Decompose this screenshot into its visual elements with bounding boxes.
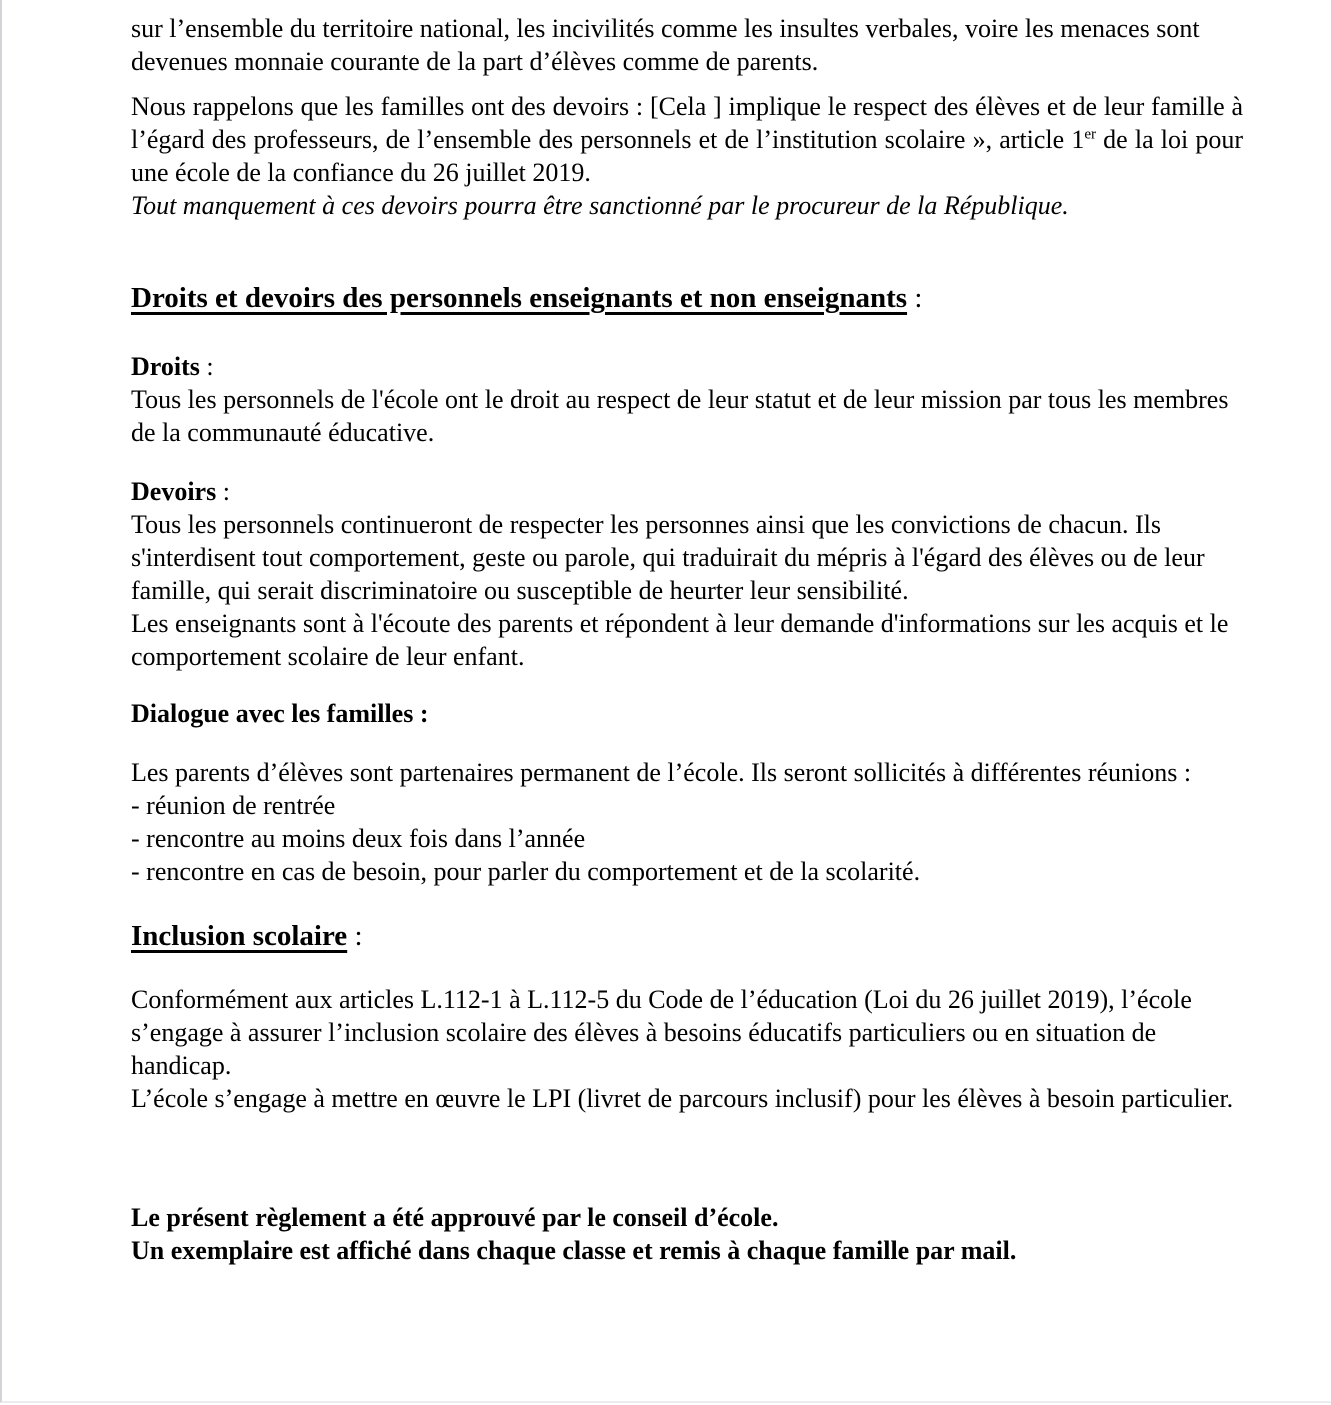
section-heading-personnels [131,280,1243,317]
intro-paragraph-incivilites: sur l’ensemble du territoire national, les incivilités comme les insultes verbales, voire les menaces sont devenues monnaie courante de la part d’élèves comme de parents. [131,14,1200,76]
approval-footer [131,1201,1243,1267]
subheading-devoirs-label: Devoirs [131,477,217,506]
paragraph-dialogue-intro: Les parents d’élèves sont partenaires permanent de l’école. Ils seront sollicités à différentes réunions : [131,758,1192,787]
section-heading-personnels-label: Droits et devoirs des personnels enseignants et non enseignants [131,282,908,314]
subheading-droits [131,350,1243,383]
section-heading-inclusion [131,918,1243,955]
paragraph-droits: Tous les personnels de l'école ont le droit au respect de leur statut et de leur mission par tous les membres de la communauté éducative. [131,385,1229,447]
subheading-droits-colon: : [199,352,214,381]
paragraph-devoirs-2: Les enseignants sont à l'écoute des parents et répondent à leur demande d'informations sur les acquis et le comportement scolaire de leur enfant. [131,609,1229,671]
paragraph-devoirs-familles-suite: de la loi pour une école de la confiance du 26 juillet 2019. [131,125,1243,187]
section-heading-personnels-colon: : [907,282,923,314]
dialogue-reunions-list [131,789,1243,888]
paragraph-devoirs-familles [131,90,1243,189]
list-item-rencontre-deux-fois: - rencontre au moins deux fois dans l’année [131,824,586,853]
list-item-rencontre-besoin: - rencontre en cas de besoin, pour parler du comportement et de la scolarité. [131,857,921,886]
footer-approval-line: Le présent règlement a été approuvé par le conseil d’école. [131,1203,779,1232]
paragraph-devoirs-familles-text: Nous rappelons que les familles ont des devoirs : [Cela ] implique le respect des élèves et de leur famille à l’égard des professeurs, de l’ensemble des personnels et de l’institution scolaire », article 1 [131,92,1243,154]
footer-distribution-line: Un exemplaire est affiché dans chaque classe et remis à chaque famille par mail. [131,1236,1017,1265]
paragraph-devoirs-1: Tous les personnels continueront de respecter les personnes ainsi que les convictions de chacun. Ils s'interdisent tout comportement, geste ou parole, qui traduirait du mépris à l'égard des élèves ou de leur famille, qui serait discriminatoire ou susceptible de heurter leur sensibilité. [131,510,1205,605]
subheading-droits-label: Droits [131,352,200,381]
superscript-er: er [1084,126,1097,143]
legal-note-italic: Tout manquement à ces devoirs pourra être sanctionné par le procureur de la République. [131,191,1069,220]
paragraph-inclusion-2: L’école s’engage à mettre en œuvre le LPI (livret de parcours inclusif) pour les élèves à besoin particulier. [131,1084,1234,1113]
subheading-devoirs [131,475,1243,508]
section-heading-inclusion-label: Inclusion scolaire [131,920,348,952]
paragraph-inclusion-1: Conformément aux articles L.112-1 à L.112-5 du Code de l’éducation (Loi du 26 juillet 2019), l’école s’engage à assurer l’inclusion scolaire des élèves à besoins éducatifs particuliers ou en situation de handicap. [131,985,1192,1080]
list-item-reunion-rentree: - réunion de rentrée [131,791,336,820]
subheading-devoirs-colon: : [216,477,230,506]
section-heading-inclusion-colon: : [347,920,363,952]
subheading-dialogue-familles: Dialogue avec les familles : [131,699,429,728]
